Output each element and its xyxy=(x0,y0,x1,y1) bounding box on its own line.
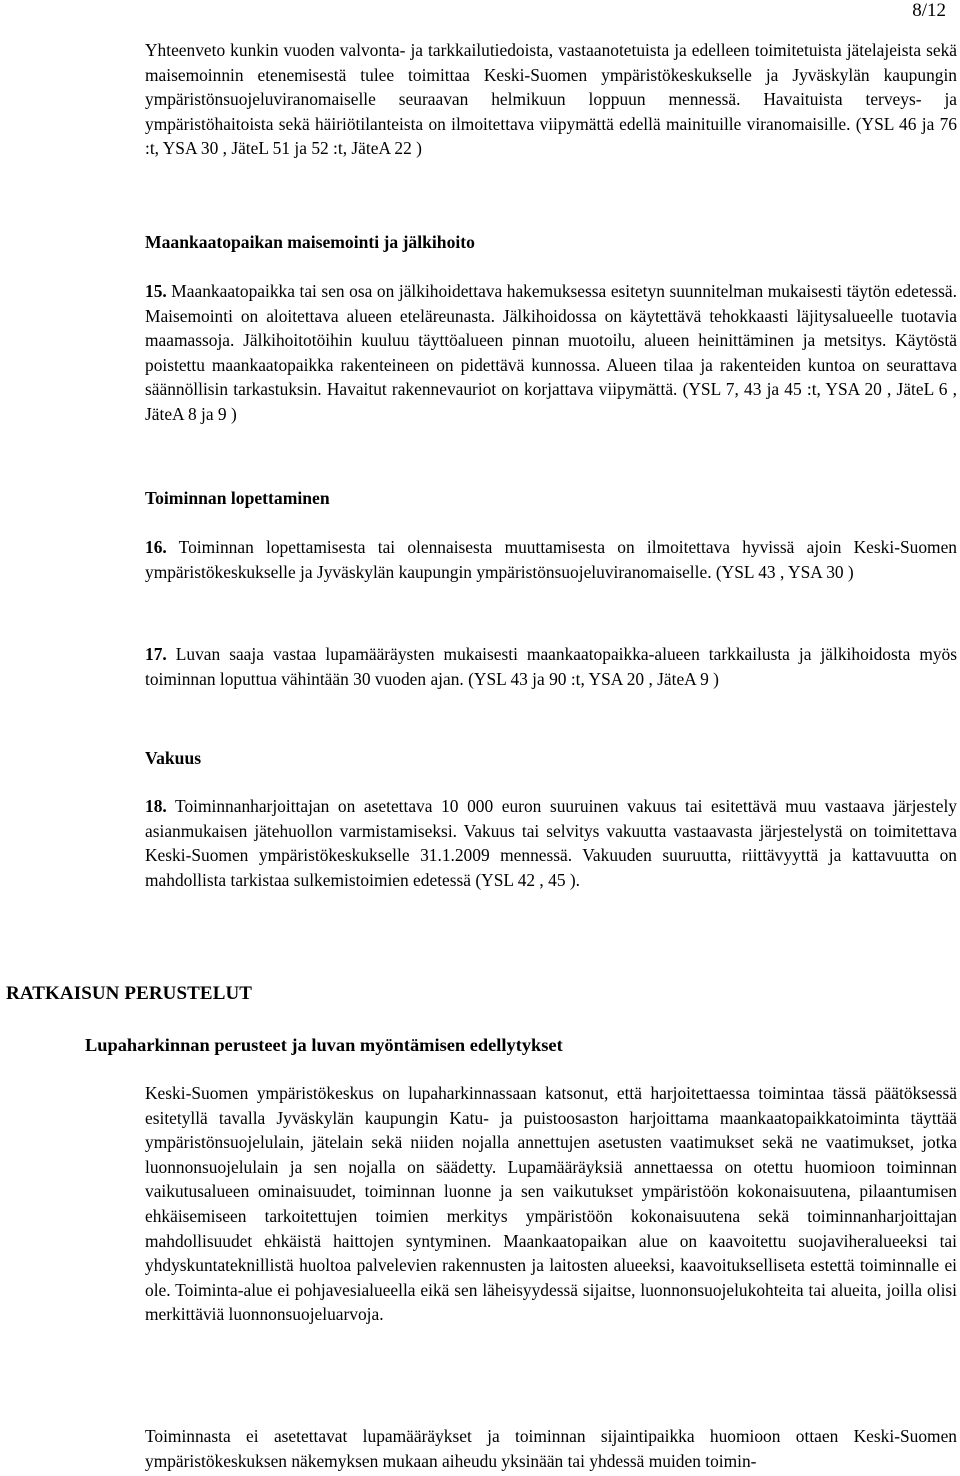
paragraph-17 xyxy=(145,642,957,691)
paragraph-number: 18. xyxy=(145,796,167,816)
page-number: 8/12 xyxy=(912,0,946,21)
paragraph-number: 16. xyxy=(145,537,167,557)
heading-ratkaisun-perustelut: RATKAISUN PERUSTELUT xyxy=(6,983,253,1004)
paragraph-last xyxy=(145,1424,957,1473)
paragraph-16 xyxy=(145,535,957,584)
paragraph-text: Maankaatopaikka tai sen osa on jälkihoidettava hakemuksessa esitetyn suunnitelman mukaisesti täytön edetessä. Maisemointi on aloitettava alueen eteläreunasta. Jälkihoidossa on käytettävä tehokkaasti läjitysalueelle tuotavia maamassoja. Jälkihoitotöihin kuuluu täyttöalueen pinnan muotoilu, alueen heinittäminen ja metsitys. Käytöstä poistettu maankaatopaikka rakenteineen on pidettävä kunnossa. Alueen tilaa ja rakenteiden kuntoa on seurattava säännöllisin tarkastuksin. Havaitut rakennevauriot on korjattava viipymättä. (YSL 7, 43 ja 45 :t, YSA 20 , JäteL 6 , JäteA 8 ja 9 ) xyxy=(145,281,957,424)
heading-maisemointi: Maankaatopaikan maisemointi ja jälkihoito xyxy=(145,232,475,252)
paragraph-15 xyxy=(145,279,957,427)
intro-paragraph xyxy=(145,38,957,161)
paragraph-text: Toiminnanharjoittajan on asetettava 10 000 euron suuruinen vakuus tai esitettävä muu vastaava järjestely asianmukaisen jätehuollon varmistamiseksi. Vakuus tai selvitys vakuutta vastaavasta järjestelystä on toimitettava Keski-Suomen ympäristökeskukselle 31.1.2009 mennessä. Vakuuden suuruutta, riittävyyttä ja kattavuutta on mahdollista tarkistaa sulkemistoimien edetessä (YSL 42 , 45 ). xyxy=(145,796,957,890)
paragraph-number: 17. xyxy=(145,644,167,664)
paragraph-text: Toiminnasta ei asetettavat lupamääräykset ja toiminnan sijaintipaikka huomioon ottaen Keski-Suomen ympäristökeskuksen näkemyksen mukaan aiheudu yksinään tai yhdessä muiden toimin- xyxy=(145,1426,957,1471)
heading-lopettaminen: Toiminnan lopettaminen xyxy=(145,488,330,508)
paragraph-perustelut xyxy=(145,1081,957,1327)
heading-lupaharkinta: Lupaharkinnan perusteet ja luvan myöntämisen edellytykset xyxy=(85,1035,563,1055)
paragraph-text: Luvan saaja vastaa lupamääräysten mukaisesti maankaatopaikka-alueen tarkkailusta ja jälkihoidosta myös toiminnan loputtua vähintään 30 vuoden ajan. (YSL 43 ja 90 :t, YSA 20 , JäteA 9 ) xyxy=(145,644,957,689)
paragraph-text: Keski-Suomen ympäristökeskus on lupaharkinnassaan katsonut, että harjoitettaessa toimintaa tässä päätöksessä esitetyllä tavalla Jyväskylän kaupungin Katu- ja puistoosaston harjoittama maankaatopaikkatoiminta täyttää ympäristönsuojelulain, jätelain sekä niiden nojalla annettujen asetusten vaatimukset sekä ne vaatimukset, jotka luonnonsuojelulain ja sen nojalla on säädetty. Lupamääräyksiä annettaessa on otettu huomioon toiminnan vaikutusalueen ominaisuudet, toiminnan luonne ja sen vaikutukset ympäristöön kokonaisuutena, pilaantumisen ehkäisemiseen tarkoitettujen toimien merkitys ympäristöön kokonaisuutena sekä toiminnanharjoittajan mahdollisuudet ehkäistä haittojen syntyminen. Maankaatopaikan alue on kaavoitettu suojaviheralueeksi tai yhdyskuntateknillistä huoltoa palvelevien rakennusten ja laitosten alueeksi, kaavoitukselliseta estettä toiminnalle ei ole. Toiminta-alue ei pohjavesialueella eikä sen läheisyydessä sijaitse, luonnonsuojelukohteita tai alueita, joilla olisi merkittäviä luonnonsuojeluarvoja. xyxy=(145,1083,957,1325)
paragraph-18 xyxy=(145,794,957,892)
paragraph-number: 15. xyxy=(145,281,167,301)
heading-vakuus: Vakuus xyxy=(145,748,202,768)
paragraph-text: Toiminnan lopettamisesta tai olennaisesta muuttamisesta on ilmoitettava hyvissä ajoin Keski-Suomen ympäristökeskukselle ja Jyväskylän kaupungin ympäristönsuojeluviranomaiselle. (YSL 43 , YSA 30 ) xyxy=(145,537,957,582)
intro-text: Yhteenveto kunkin vuoden valvonta- ja tarkkailutiedoista, vastaanotetuista ja edelleen toimitetuista jätelajeista sekä maisemoinnin etenemisestä tulee toimittaa Keski-Suomen ympäristökeskukselle ja Jyväskylän kaupungin ympäristönsuojeluviranomaiselle seuraavan helmikuun loppuun mennessä. Havaituista terveys- ja ympäristöhaitoista sekä häiriötilanteista on ilmoitettava viipymättä edellä mainituille viranomaisille. (YSL 46 ja 76 :t, YSA 30 , JäteL 51 ja 52 :t, JäteA 22 ) xyxy=(145,40,957,159)
